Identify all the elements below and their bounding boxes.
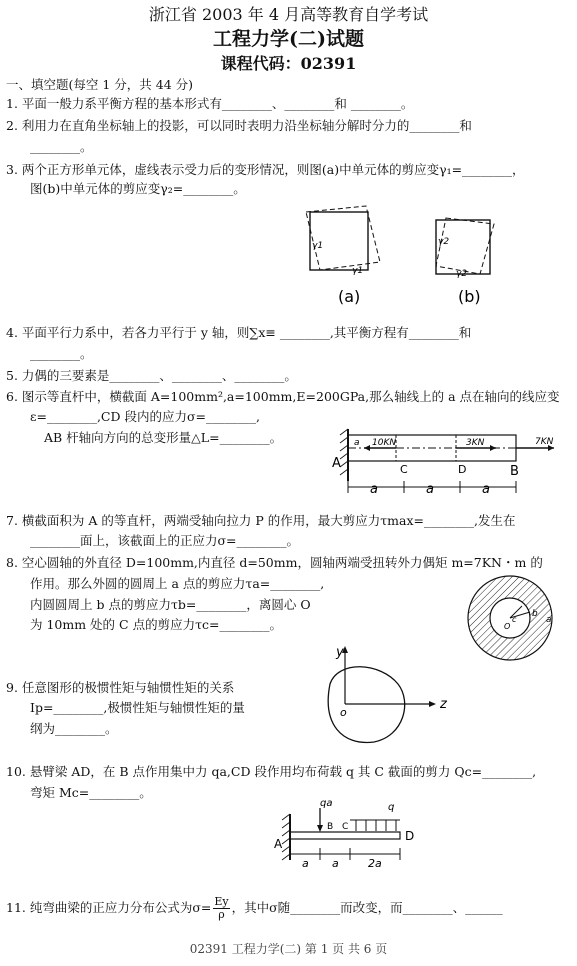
force-7kn: 7KN bbox=[535, 437, 554, 447]
end-A: A bbox=[332, 456, 341, 471]
beam-C: C bbox=[342, 822, 349, 832]
question-10-cont: 弯矩 Mc=________。 bbox=[30, 785, 152, 800]
question-7-cont: ________面上，该截面上的正应力σ=________。 bbox=[30, 533, 300, 548]
question-2-cont: ________。 bbox=[30, 139, 93, 154]
stress-formula bbox=[213, 896, 229, 921]
point-C: C bbox=[400, 463, 408, 476]
axis-z-label: z bbox=[440, 697, 447, 712]
question-11-rest: ，其中σ随________而改变，而________、______ bbox=[231, 900, 503, 915]
formula-denominator: ρ bbox=[218, 908, 225, 921]
point-b: b bbox=[532, 609, 538, 619]
hollow-shaft-figure bbox=[460, 572, 560, 662]
point-a-label: a bbox=[354, 438, 360, 448]
area-axes-figure bbox=[300, 640, 460, 750]
dim-a-3: a bbox=[482, 482, 490, 497]
figure-b-label: (b) bbox=[458, 287, 481, 306]
gamma2-label: γ2 bbox=[438, 237, 450, 247]
force-10kn: 10KN bbox=[372, 438, 397, 448]
question-4: 4. 平面平行力系中，若各力平行于 y 轴，则∑x≡ ________,其平衡方程有________和 bbox=[6, 325, 472, 340]
beam-B: B bbox=[327, 822, 334, 832]
question-10: 10. 悬臂梁 AD，在 B 点作用集中力 qa,CD 段作用均布荷载 q 其 C 截面的剪力 Qc=________, bbox=[6, 764, 537, 779]
question-9-cont: Ip=________,极惯性矩与轴惯性矩的量 bbox=[30, 700, 245, 715]
question-8: 8. 空心圆轴的外直径 D=100mm,内直径 d=50mm，圆轴两端受扭转外力偶矩 m=7KN・m 的 bbox=[6, 555, 543, 570]
question-6: 6. 图示等直杆中，横截面 A=100mm²,a=100mm,E=200GPa,那么轴线上的 a 点在轴向的线应变 bbox=[6, 389, 560, 404]
gamma1-label-bottom: γ1 bbox=[352, 266, 364, 276]
question-3: 3. 两个正方形单元体，虚线表示受力后的变形情况，则图(a)中单元体的剪应变γ₁=________， bbox=[6, 162, 525, 177]
dim-a-1: a bbox=[370, 482, 378, 497]
question-4-cont: ________。 bbox=[30, 346, 93, 361]
shear-strain-figure bbox=[296, 200, 506, 310]
load-qa: qa bbox=[320, 798, 333, 809]
dim-a-2: a bbox=[332, 857, 339, 870]
page-footer: 02391 工程力学(二) 第 1 页 共 6 页 bbox=[189, 942, 388, 956]
figure-a-label: (a) bbox=[338, 287, 361, 306]
point-a: a bbox=[546, 615, 552, 625]
gamma2-label-bottom: γ2 bbox=[456, 269, 468, 279]
end-B: B bbox=[510, 464, 519, 479]
point-D: D bbox=[458, 463, 467, 476]
dim-a-2: a bbox=[426, 482, 434, 497]
axis-y-label: y bbox=[336, 645, 344, 660]
question-11 bbox=[6, 896, 503, 921]
point-c: c bbox=[512, 615, 517, 624]
question-8-cont: 作用。那么外圆的圆周上 a 点的剪应力τa=________, bbox=[30, 576, 325, 591]
question-9-cont2: 纲为________。 bbox=[30, 721, 118, 736]
question-8-cont3: 为 10mm 处的 C 点的剪应力τc=________。 bbox=[30, 617, 282, 632]
element-b bbox=[436, 218, 494, 279]
beam-A: A bbox=[274, 837, 283, 851]
question-3-cont: 图(b)中单元体的剪应变γ₂=________。 bbox=[30, 181, 246, 196]
origin-label: o bbox=[340, 706, 347, 719]
section-heading: 一、填空题(每空 1 分，共 44 分) bbox=[6, 77, 194, 92]
dim-2a: 2a bbox=[368, 857, 382, 870]
exam-header: 浙江省 2003 年 4 月高等教育自学考试 bbox=[148, 5, 429, 24]
question-9: 9. 任意图形的极惯性矩与轴惯性矩的关系 bbox=[6, 680, 235, 695]
question-11-text: 11. 纯弯曲梁的正应力分布公式为σ= bbox=[6, 900, 212, 915]
dim-a-1: a bbox=[302, 857, 309, 870]
force-3kn: 3KN bbox=[466, 438, 485, 448]
course-code: 课程代码：02391 bbox=[220, 54, 357, 73]
question-6-cont: ε=________,CD 段内的应力σ=________, bbox=[30, 409, 260, 424]
load-q: q bbox=[388, 802, 395, 813]
exam-title: 工程力学(二)试题 bbox=[213, 28, 364, 50]
question-5: 5. 力偶的三要素是________、________、________。 bbox=[6, 368, 297, 383]
cantilever-beam-figure bbox=[270, 796, 430, 871]
element-a bbox=[306, 206, 380, 276]
question-2: 2. 利用力在直角坐标轴上的投影，可以同时表明力沿坐标轴分解时分力的________和 bbox=[6, 118, 472, 133]
question-8-cont2: 内圆圆周上 b 点的剪应力τb=________，离圆心 O bbox=[30, 597, 311, 612]
question-7: 7. 横截面积为 A 的等直杆，两端受轴向拉力 P 的作用，最大剪应力τmax=________,发生在 bbox=[6, 513, 516, 528]
question-6-cont2: AB 杆轴向方向的总变形量△L=________。 bbox=[44, 430, 283, 445]
formula-numerator: Ey bbox=[214, 895, 229, 908]
gamma1-label: γ1 bbox=[312, 241, 324, 251]
beam-D: D bbox=[405, 829, 415, 843]
question-1: 1. 平面一般力系平衡方程的基本形式有________、________和 ________。 bbox=[6, 96, 414, 111]
axial-bar-figure bbox=[330, 425, 570, 500]
center-O: O bbox=[504, 622, 511, 631]
